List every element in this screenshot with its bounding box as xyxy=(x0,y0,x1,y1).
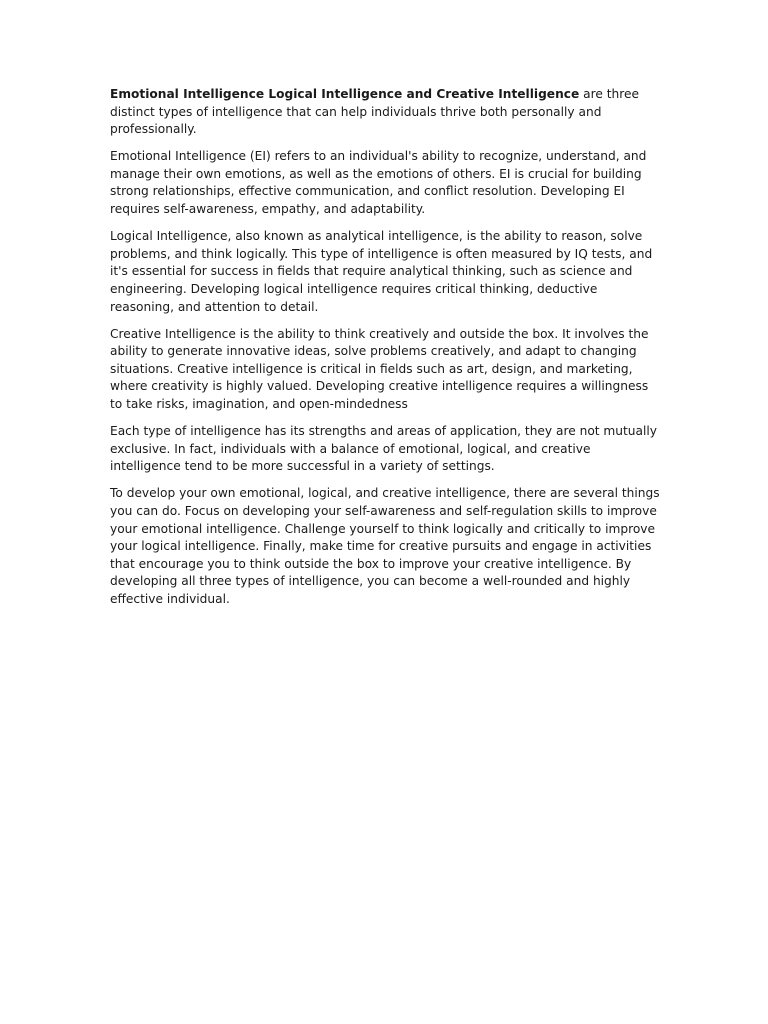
document-body xyxy=(110,86,660,618)
paragraph-emotional-intelligence: Emotional Intelligence (EI) refers to an individual's ability to recognize, understand, and manage their own emotions, as well as the emotions of others. EI is crucial for building strong relationships, effective communication, and conflict resolution. Developing EI requires self-awareness, empathy, and adaptability. xyxy=(110,149,647,217)
intro-text: are three distinct types of intelligence that can help individuals thrive both personally and professionally. xyxy=(110,87,639,137)
intro-paragraph xyxy=(110,86,660,139)
paragraph-development-advice: To develop your own emotional, logical, and creative intelligence, there are several things you can do. Focus on developing your self-awareness and self-regulation skills to improve your emotional intelligence. Challenge yourself to think logically and critically to improve your logical intelligence. Finally, make time for creative pursuits and engage in activities that encourage you to think outside the box to improve your creative intelligence. By developing all three types of intelligence, you can become a well-rounded and highly effective individual. xyxy=(110,486,660,606)
paragraph-creative-intelligence: Creative Intelligence is the ability to think creatively and outside the box. It involves the ability to generate innovative ideas, solve problems creatively, and adapt to changing situations. Creative intelligence is critical in fields such as art, design, and marketing, where creativity is highly valued. Developing creative intelligence requires a willingness to take risks, imagination, and open-mindedness xyxy=(110,326,649,411)
paragraph-comparison: Each type of intelligence has its strengths and areas of application, they are not mutually exclusive. In fact, individuals with a balance of emotional, logical, and creative intelligence tend to be more successful in a variety of settings. xyxy=(110,424,657,474)
intro-bold-lead: Emotional Intelligence Logical Intelligence and Creative Intelligence xyxy=(110,87,580,101)
paragraph-logical-intelligence: Logical Intelligence, also known as analytical intelligence, is the ability to reason, solve problems, and think logically. This type of intelligence is often measured by IQ tests, and it's essential for success in fields that require analytical thinking, such as science and engineering. Developing logical intelligence requires critical thinking, deductive reasoning, and attention to detail. xyxy=(110,229,653,314)
